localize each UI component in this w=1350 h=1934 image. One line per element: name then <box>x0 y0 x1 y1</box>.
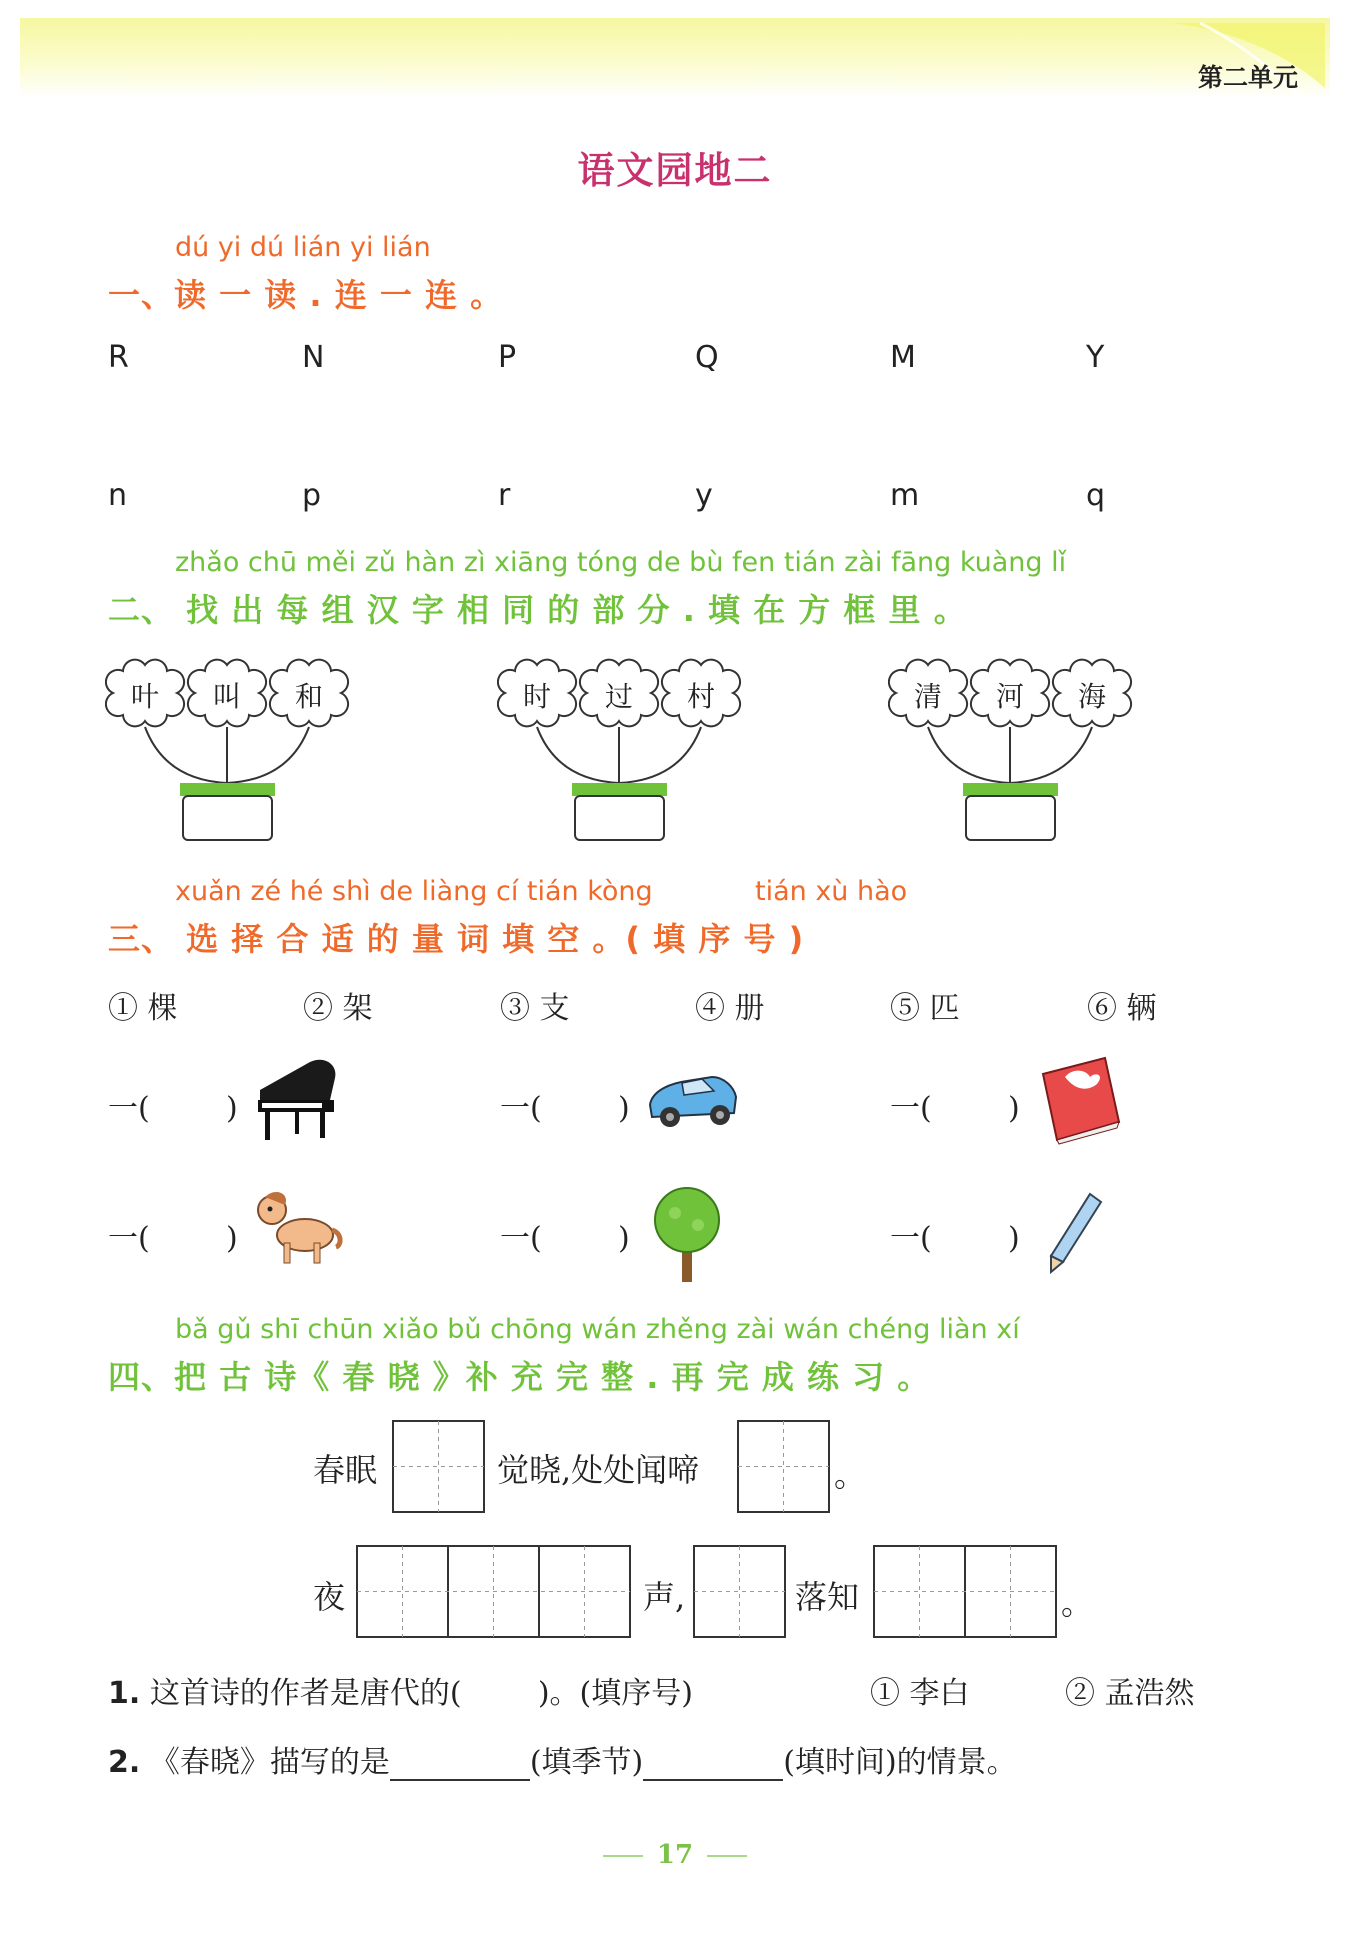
section4-pinyin: bǎ gǔ shī chūn xiǎo bǔ chōng wán zhěng zài wán chéng liàn xí <box>175 1314 1020 1345</box>
uppercase-letter[interactable]: Q <box>695 340 719 375</box>
poem-text: 声, <box>643 1578 686 1616</box>
unit-label: 第二单元 <box>1197 63 1298 92</box>
flower-char: 清 <box>913 680 942 713</box>
pencil-icon <box>1045 1190 1105 1275</box>
measure-option: ④ 册 <box>695 991 765 1026</box>
poem-punct: 。 <box>834 1456 867 1494</box>
measure-option: ② 架 <box>303 991 373 1026</box>
section3-pinyin: xuǎn zé hé shì de liàng cí tián kòng <box>175 876 653 907</box>
section2-pinyin: zhǎo chū měi zǔ hàn zì xiāng tóng de bù fen tián zài fāng kuàng lǐ <box>175 547 1067 578</box>
section1-heading: 一、读 一 读 . 连 一 连 。 <box>108 276 504 314</box>
answer-option: ② 孟浩然 <box>1065 1676 1195 1711</box>
section3-heading: 三、 选 择 合 适 的 量 词 填 空 。( 填 序 号 ) <box>108 920 805 958</box>
poem-text: 春眠 <box>313 1451 378 1489</box>
answer-box[interactable] <box>183 796 272 840</box>
flower-char: 村 <box>686 680 715 713</box>
page-number-text: 17 <box>656 1840 694 1870</box>
section3-pinyin: tián xù hào <box>755 876 908 907</box>
poem-text: 夜 <box>313 1578 346 1616</box>
car-icon <box>642 1055 742 1140</box>
poem-text: 落知 <box>795 1578 860 1616</box>
tianzi-grid[interactable] <box>693 1545 786 1638</box>
time-blank[interactable] <box>643 1749 783 1781</box>
page-title: 语文园地二 <box>577 149 773 192</box>
uppercase-letter[interactable]: P <box>498 340 517 375</box>
tree-icon <box>650 1185 725 1285</box>
flower-char: 过 <box>604 680 633 713</box>
poem-punct: 。 <box>1061 1584 1094 1622</box>
uppercase-letter[interactable]: M <box>890 340 916 375</box>
measure-blank[interactable]: 一( ) <box>890 1091 1020 1126</box>
question-number: 1. <box>108 1676 141 1711</box>
flower-char: 时 <box>522 680 551 713</box>
question-text: (填季节) <box>529 1745 644 1780</box>
lowercase-letter[interactable]: n <box>108 478 128 513</box>
page-number <box>0 1840 1350 1870</box>
lowercase-letter[interactable]: m <box>890 478 920 513</box>
measure-option: ⑥ 辆 <box>1087 991 1157 1026</box>
horse-icon <box>250 1185 345 1270</box>
poem-text: 觉晓,处处闻啼 <box>497 1451 700 1489</box>
divider <box>707 1855 747 1857</box>
answer-box[interactable] <box>966 796 1055 840</box>
tianzi-grid[interactable] <box>737 1420 830 1513</box>
measure-option: ③ 支 <box>500 991 570 1026</box>
measure-option: ⑤ 匹 <box>890 991 960 1026</box>
uppercase-letter[interactable]: N <box>302 340 325 375</box>
question-text: 《春晓》描写的是 <box>149 1745 390 1780</box>
answer-box[interactable] <box>575 796 664 840</box>
tianzi-grid[interactable] <box>392 1420 485 1513</box>
flower-char: 河 <box>995 680 1024 713</box>
lowercase-letter[interactable]: p <box>302 478 322 513</box>
question-number: 2. <box>108 1745 141 1780</box>
measure-blank[interactable]: 一( ) <box>108 1221 238 1256</box>
question-1 <box>108 1668 693 1712</box>
section4-heading: 四、把 古 诗《 春 晓 》补 充 完 整 . 再 完 成 练 习 。 <box>108 1358 931 1396</box>
lowercase-letter[interactable]: q <box>1086 478 1106 513</box>
section1-pinyin: dú yi dú lián yi lián <box>175 232 431 263</box>
flower-char: 和 <box>294 680 323 713</box>
flower-char: 叫 <box>212 680 241 713</box>
question-2 <box>108 1737 1017 1781</box>
measure-blank[interactable]: 一( ) <box>108 1091 238 1126</box>
question-text: (填时间)的情景。 <box>783 1745 1017 1780</box>
divider <box>603 1855 643 1857</box>
season-blank[interactable] <box>390 1749 530 1781</box>
lowercase-letter[interactable]: r <box>498 478 511 513</box>
answer-option: ① 李白 <box>870 1676 970 1711</box>
flower-char: 海 <box>1077 680 1106 713</box>
uppercase-letter[interactable]: Y <box>1086 340 1105 375</box>
book-icon <box>1035 1052 1125 1147</box>
measure-blank[interactable]: 一( ) <box>500 1221 630 1256</box>
lowercase-letter[interactable]: y <box>695 478 713 513</box>
piano-icon <box>250 1050 345 1145</box>
measure-option: ① 棵 <box>108 991 178 1026</box>
flower-char: 叶 <box>130 680 159 713</box>
tianzi-grid-3[interactable] <box>356 1545 631 1638</box>
tianzi-grid-2[interactable] <box>873 1545 1057 1638</box>
question-text: 这首诗的作者是唐代的( )。(填序号) <box>149 1676 693 1711</box>
measure-blank[interactable]: 一( ) <box>500 1091 630 1126</box>
section2-heading: 二、 找 出 每 组 汉 字 相 同 的 部 分 . 填 在 方 框 里 。 <box>108 591 967 629</box>
uppercase-letter[interactable]: R <box>108 340 129 375</box>
measure-blank[interactable]: 一( ) <box>890 1221 1020 1256</box>
